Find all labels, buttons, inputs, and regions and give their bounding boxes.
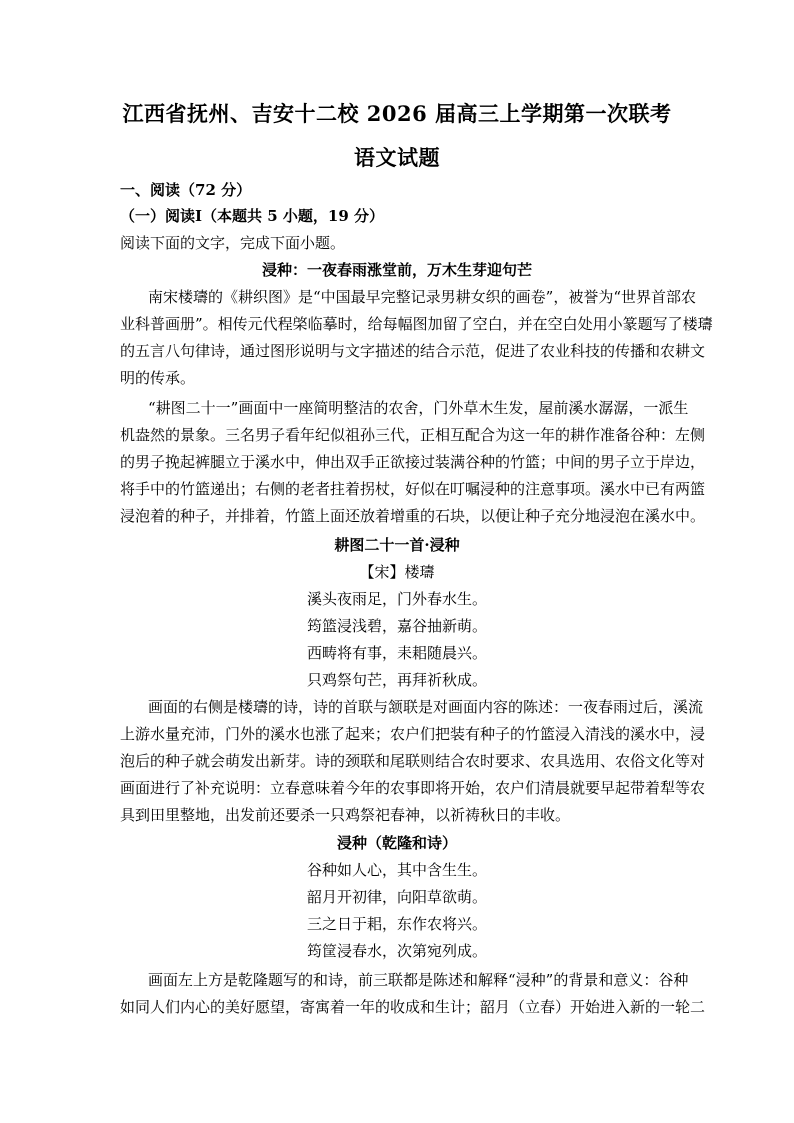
- section-heading: 一、阅读（72 分）: [120, 181, 252, 199]
- article-title: 浸种：一夜春雨涨堂前，万木生芽迎句芒: [261, 261, 532, 279]
- document-title: 江西省抚州、吉安十二校 2026 届高三上学期第一次联考: [122, 101, 672, 126]
- paragraph-line: 如同人们内心的美好愿望，寄寓着一年的收成和生计；韶月（立春）开始进入新的一轮二: [120, 998, 706, 1016]
- poem-line: 筠筐浸春水，次第宛列成。: [306, 942, 487, 960]
- instruction-text: 阅读下面的文字，完成下面小题。: [120, 234, 346, 252]
- paragraph-line: 上游水量充沛，门外的溪水也涨了起来；农户们把装有种子的竹篮浸入清浅的溪水中，浸: [120, 725, 706, 743]
- subsection-heading: （一）阅读Ⅰ（本题共 5 小题，19 分）: [120, 207, 384, 225]
- paragraph-line: 浸泡着的种子，并排着，竹篮上面还放着增重的石块，以便让种子充分地浸泡在溪水中。: [120, 507, 706, 525]
- poem-line: 韶月开初律，向阳草欲萌。: [306, 888, 487, 906]
- poem-author: 【宋】楼璹: [359, 563, 435, 581]
- paragraph-line: 画面进行了补充说明：立春意味着今年的农事即将开始，农户们清晨就要早起带着犁等农: [120, 779, 706, 797]
- paragraph-line: 泡后的种子就会萌发出新芽。诗的颈联和尾联则结合农时要求、农具选用、农俗文化等对: [120, 752, 706, 770]
- poem-line: 溪头夜雨足，门外春水生。: [306, 590, 487, 608]
- paragraph-line: 的五言八句律诗，通过图形说明与文字描述的结合示范，促进了农业科技的传播和农耕文: [120, 342, 706, 360]
- document-subtitle: 语文试题: [354, 145, 440, 170]
- poem-line: 三之日于耜，东作农将兴。: [306, 915, 487, 933]
- paragraph-line: 业科普画册”。相传元代程棨临摹时，给每幅图加留了空白，并在空白处用小篆题写了楼璹: [120, 315, 713, 333]
- paragraph-line: 南宋楼璹的《耕织图》是“中国最早完整记录男耕女织的画卷”，被誉为“世界首部农: [148, 288, 697, 306]
- paragraph-line: 明的传承。: [120, 369, 196, 387]
- poem-line: 筠篮浸浅碧，嘉谷抽新萌。: [306, 617, 487, 635]
- poem-line: 谷种如人心，其中含生生。: [306, 861, 487, 879]
- poem-title: 浸种（乾隆和诗）: [336, 834, 457, 852]
- paragraph-line: “耕图二十一”画面中一座简明整洁的农舍，门外草木生发，屋前溪水潺潺，一派生: [148, 399, 689, 417]
- paragraph-line: 具到田里整地，出发前还要杀一只鸡祭祀春神，以祈祷秋日的丰收。: [120, 806, 571, 824]
- paragraph-line: 的男子挽起裤腿立于溪水中，伸出双手正欲接过装满谷种的竹篮；中间的男子立于岸边，: [120, 453, 706, 471]
- poem-title: 耕图二十一首·浸种: [334, 536, 460, 554]
- paragraph-line: 画面左上方是乾隆题写的和诗，前三联都是陈述和解释“浸种”的背景和意义：谷种: [148, 971, 689, 989]
- paragraph-line: 将手中的竹篮递出；右侧的老者拄着拐杖，好似在叮嘱浸种的注意事项。溪水中已有两篮: [120, 480, 706, 498]
- poem-line: 西畴将有事，耒耜随晨兴。: [306, 644, 487, 662]
- poem-line: 只鸡祭句芒，再拜祈秋成。: [306, 671, 487, 689]
- paragraph-line: 机盎然的景象。三名男子看年纪似祖孙三代，正相互配合为这一年的耕作准备谷种：左侧: [120, 426, 706, 444]
- paragraph-line: 画面的右侧是楼璹的诗，诗的首联与颔联是对画面内容的陈述：一夜春雨过后，溪流: [148, 698, 704, 716]
